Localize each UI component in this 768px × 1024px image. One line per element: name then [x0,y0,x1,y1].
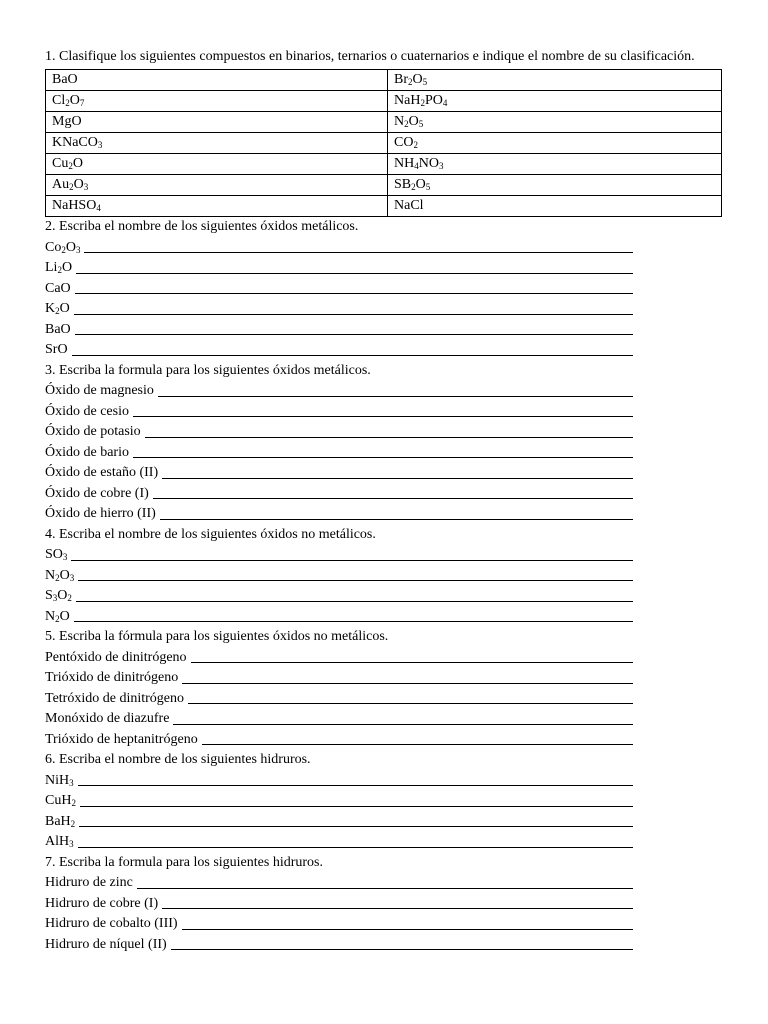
item-label: Hidruro de níquel (II) [45,936,167,952]
item-label: Monóxido de diazufre [45,711,170,726]
item-label: Óxido de bario [45,444,129,460]
answer-line [45,935,722,956]
answer-line [45,812,722,833]
question-heading: 6. Escriba el nombre de los siguientes hidruros. [45,752,311,767]
item-label: Hidruro de zinc [45,875,133,890]
answer-blank[interactable] [162,478,633,479]
item-label: $SO_3$ [45,547,68,562]
answer-blank[interactable] [182,929,633,930]
answer-blank[interactable] [72,355,633,356]
compounds-table-row [46,70,722,91]
compound-cell: BaO [46,70,388,91]
answer-line [45,504,722,525]
question-heading: 5. Escriba la fórmula para los siguientes óxidos no metálicos. [45,629,389,644]
answer-line [45,422,722,443]
question-sections [45,217,722,955]
answer-blank[interactable] [80,806,633,807]
item-label: AlH$_3$ [45,834,74,849]
answer-blank[interactable] [84,252,633,253]
compound-cell: $Cu_2O$ [46,154,388,175]
compounds-table-row [46,91,722,112]
item-label: Óxido de cobre (I) [45,485,149,501]
answer-blank[interactable] [78,785,633,786]
compound-cell: MgO [46,112,388,133]
compound-cell: $NH_4NO_3$ [388,154,722,175]
question-heading: 3. Escriba la formula para los siguientes óxidos metálicos. [45,362,371,378]
answer-line [45,238,722,259]
answer-blank[interactable] [76,273,633,274]
item-label: $K_2O$ [45,301,70,316]
compounds-table-row [46,112,722,133]
answer-line [45,340,722,361]
answer-blank[interactable] [182,683,633,684]
compound-cell: $Br_2O_5$ [388,70,722,91]
item-label: Óxido de potasio [45,424,141,439]
compound-cell: NaCl [388,196,722,217]
answer-blank[interactable] [202,744,633,745]
answer-line [45,771,722,792]
answer-blank[interactable] [78,847,633,848]
compounds-table-row [46,175,722,196]
compounds-table [45,69,722,217]
answer-blank[interactable] [171,949,633,950]
question-1-text: 1. Clasifique los siguientes compuestos en binarios, ternarios o cuaternarios e indique el nombre de su clasificación. [45,49,695,64]
item-label: $Co_2O_3$ [45,239,81,255]
compounds-table-row [46,133,722,154]
answer-blank[interactable] [188,703,633,704]
question-heading: 2. Escriba el nombre de los siguientes óxidos metálicos. [45,219,359,234]
question-heading: 4. Escriba el nombre de los siguientes óxidos no metálicos. [45,526,376,542]
answer-line [45,648,722,669]
item-label: Hidruro de cobre (I) [45,895,159,911]
answer-blank[interactable] [137,888,633,889]
question-heading: 7. Escriba la formula para los siguientes hidruros. [45,854,323,870]
item-label: SrO [45,342,68,357]
answer-blank[interactable] [71,560,633,561]
worksheet-page [45,47,722,955]
answer-line [45,443,722,464]
item-label: NiH$_3$ [45,772,74,788]
item-label: Trióxido de heptanitrógeno [45,731,198,747]
compound-cell: NaHSO$_4$ [46,196,388,217]
answer-line [45,668,722,689]
answer-line [45,586,722,607]
answer-blank[interactable] [74,314,633,315]
answer-line [45,791,722,812]
item-label: $N_2O$ [45,608,70,624]
answer-blank[interactable] [158,396,633,397]
compound-cell: $N_2O_5$ [388,112,722,133]
answer-blank[interactable] [145,437,633,438]
answer-line [45,709,722,730]
item-label: Óxido de cesio [45,403,129,419]
compound-cell: $SB_2O_5$ [388,175,722,196]
item-label: Hidruro de cobalto (III) [45,916,178,931]
item-label: CuH$_2$ [45,793,76,808]
answer-blank[interactable] [78,580,633,581]
item-label: BaH$_2$ [45,813,76,829]
answer-line [45,566,722,587]
answer-line [45,607,722,628]
item-label: BaO [45,321,71,337]
compound-cell: $Au_2O_3$ [46,175,388,196]
answer-blank[interactable] [133,457,633,458]
answer-line [45,914,722,935]
answer-blank[interactable] [160,519,633,520]
answer-line [45,894,722,915]
answer-line [45,299,722,320]
item-label: Óxido de magnesio [45,383,154,398]
answer-line [45,258,722,279]
answer-blank[interactable] [133,416,633,417]
answer-blank[interactable] [173,724,633,725]
answer-blank[interactable] [191,662,633,663]
compound-cell: $NaH_2PO_4$ [388,91,722,112]
answer-line [45,545,722,566]
item-label: $N_2O_3$ [45,567,75,583]
answer-blank[interactable] [74,621,633,622]
answer-blank[interactable] [153,498,633,499]
compound-cell: KNaCO$_3$ [46,133,388,154]
answer-line [45,320,722,341]
answer-blank[interactable] [162,908,633,909]
compounds-table-row [46,154,722,175]
answer-blank[interactable] [75,293,633,294]
item-label: Pentóxido de dinitrógeno [45,649,187,665]
answer-line [45,279,722,300]
compound-cell: $Cl_2O_7$ [46,91,388,112]
item-label: Óxido de estaño (II) [45,465,159,480]
item-label: Óxido de hierro (II) [45,506,156,521]
compound-cell: $CO_2$ [388,133,722,154]
answer-line [45,689,722,710]
item-label: Trióxido de dinitrógeno [45,670,179,685]
compounds-table-row [46,196,722,217]
answer-line [45,402,722,423]
item-label: $S_3O_2$ [45,588,72,603]
item-label: $Li_2O$ [45,260,73,275]
item-label: CaO [45,280,71,296]
answer-line [45,463,722,484]
answer-blank[interactable] [76,601,633,602]
answer-line [45,832,722,853]
answer-blank[interactable] [75,334,633,335]
answer-line [45,873,722,894]
answer-line [45,381,722,402]
item-label: Tetróxido de dinitrógeno [45,690,184,706]
answer-line [45,730,722,751]
answer-line [45,484,722,505]
answer-blank[interactable] [79,826,633,827]
